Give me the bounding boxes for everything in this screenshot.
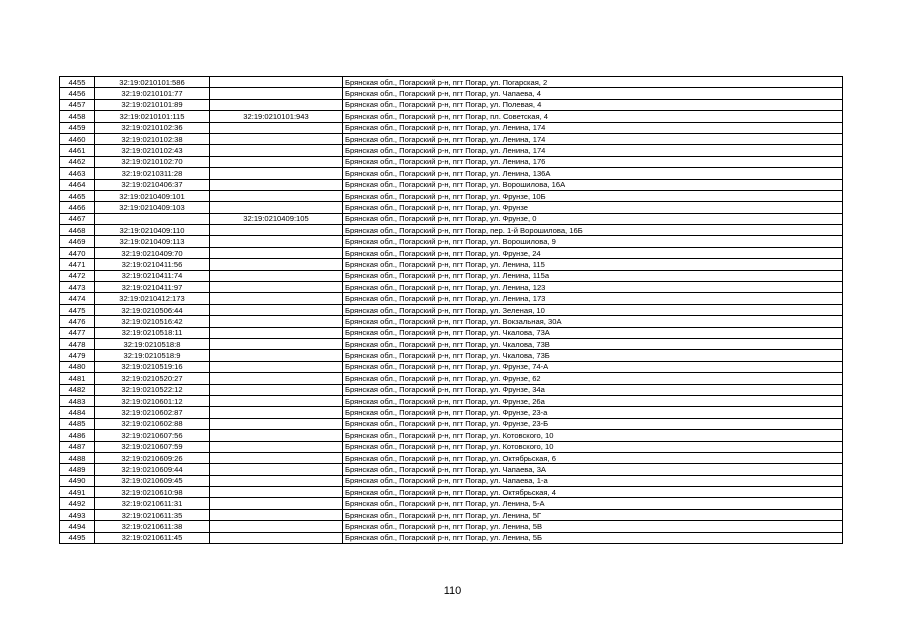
- cadastral-number-cell: 32:19:0210609:44: [95, 464, 210, 475]
- address-cell: Брянская обл., Погарский р-н, пгт Погар, ул. Фрунзе, 10Б: [343, 190, 843, 201]
- linked-cadastral-number-cell: [210, 430, 343, 441]
- row-number-cell: 4470: [60, 247, 95, 258]
- cadastral-number-cell: 32:19:0210611:35: [95, 509, 210, 520]
- row-number-cell: 4487: [60, 441, 95, 452]
- linked-cadastral-number-cell: [210, 282, 343, 293]
- cadastral-number-cell: 32:19:0210611:38: [95, 521, 210, 532]
- table-row: [60, 464, 843, 475]
- cadastral-number-cell: 32:19:0210411:56: [95, 259, 210, 270]
- address-cell: Брянская обл., Погарский р-н, пгт Погар, ул. Чкалова, 73А: [343, 327, 843, 338]
- linked-cadastral-number-cell: [210, 179, 343, 190]
- row-number-cell: 4457: [60, 99, 95, 110]
- cadastral-number-cell: [95, 213, 210, 224]
- table-row: [60, 145, 843, 156]
- linked-cadastral-number-cell: [210, 350, 343, 361]
- address-cell: Брянская обл., Погарский р-н, пгт Погар, ул. Ленина, 174: [343, 133, 843, 144]
- address-cell: Брянская обл., Погарский р-н, пгт Погар, ул. Ворошилова, 16А: [343, 179, 843, 190]
- row-number-cell: 4495: [60, 532, 95, 543]
- cadastral-number-cell: 32:19:0210409:113: [95, 236, 210, 247]
- address-cell: Брянская обл., Погарский р-н, пгт Погар, ул. Ленина, 123: [343, 282, 843, 293]
- linked-cadastral-number-cell: [210, 259, 343, 270]
- row-number-cell: 4480: [60, 361, 95, 372]
- table-row: [60, 373, 843, 384]
- address-cell: Брянская обл., Погарский р-н, пгт Погар, ул. Фрунзе, 23-а: [343, 407, 843, 418]
- row-number-cell: 4489: [60, 464, 95, 475]
- address-cell: Брянская обл., Погарский р-н, пгт Погар, ул. Ленина, 5Г: [343, 509, 843, 520]
- linked-cadastral-number-cell: [210, 487, 343, 498]
- table-row: [60, 316, 843, 327]
- linked-cadastral-number-cell: [210, 498, 343, 509]
- cadastral-number-cell: 32:19:0210602:88: [95, 418, 210, 429]
- cadastral-number-cell: 32:19:0210609:45: [95, 475, 210, 486]
- address-cell: Брянская обл., Погарский р-н, пгт Погар, ул. Фрунзе, 23-Б: [343, 418, 843, 429]
- row-number-cell: 4494: [60, 521, 95, 532]
- row-number-cell: 4479: [60, 350, 95, 361]
- address-cell: Брянская обл., Погарский р-н, пгт Погар, ул. Ленина, 115а: [343, 270, 843, 281]
- cadastral-number-cell: 32:19:0210516:42: [95, 316, 210, 327]
- linked-cadastral-number-cell: [210, 293, 343, 304]
- address-cell: Брянская обл., Погарский р-н, пгт Погар, ул. Октябрьская, 4: [343, 487, 843, 498]
- linked-cadastral-number-cell: [210, 270, 343, 281]
- address-cell: Брянская обл., Погарский р-н, пгт Погар, ул. Чапаева, 1-а: [343, 475, 843, 486]
- row-number-cell: 4471: [60, 259, 95, 270]
- table-row: [60, 88, 843, 99]
- table-row: [60, 384, 843, 395]
- page-number: 110: [443, 585, 462, 597]
- cadastral-number-cell: 32:19:0210609:26: [95, 452, 210, 463]
- cadastral-number-cell: 32:19:0210102:38: [95, 133, 210, 144]
- table-row: [60, 498, 843, 509]
- table-row: [60, 487, 843, 498]
- linked-cadastral-number-cell: [210, 225, 343, 236]
- cadastral-number-cell: 32:19:0210101:89: [95, 99, 210, 110]
- cadastral-number-cell: 32:19:0210409:103: [95, 202, 210, 213]
- cadastral-number-cell: 32:19:0210601:12: [95, 395, 210, 406]
- table-row: [60, 179, 843, 190]
- linked-cadastral-number-cell: [210, 464, 343, 475]
- table-row: [60, 395, 843, 406]
- address-cell: Брянская обл., Погарский р-н, пгт Погар, ул. Ленина, 173: [343, 293, 843, 304]
- address-cell: Брянская обл., Погарский р-н, пгт Погар, ул. Ленина, 115: [343, 259, 843, 270]
- row-number-cell: 4458: [60, 111, 95, 122]
- table-row: [60, 133, 843, 144]
- linked-cadastral-number-cell: [210, 77, 343, 88]
- row-number-cell: 4459: [60, 122, 95, 133]
- address-cell: Брянская обл., Погарский р-н, пгт Погар, ул. Ленина, 5В: [343, 521, 843, 532]
- linked-cadastral-number-cell: [210, 418, 343, 429]
- linked-cadastral-number-cell: [210, 133, 343, 144]
- row-number-cell: 4476: [60, 316, 95, 327]
- linked-cadastral-number-cell: [210, 327, 343, 338]
- row-number-cell: 4460: [60, 133, 95, 144]
- address-cell: Брянская обл., Погарский р-н, пгт Погар, ул. Ленина, 176: [343, 156, 843, 167]
- cadastral-number-cell: 32:19:0210522:12: [95, 384, 210, 395]
- address-cell: Брянская обл., Погарский р-н, пгт Погар, ул. Ленина, 136А: [343, 168, 843, 179]
- address-cell: Брянская обл., Погарский р-н, пгт Погар, ул. Октябрьская, 6: [343, 452, 843, 463]
- row-number-cell: 4475: [60, 304, 95, 315]
- row-number-cell: 4474: [60, 293, 95, 304]
- linked-cadastral-number-cell: [210, 156, 343, 167]
- cadastral-number-cell: 32:19:0210311:28: [95, 168, 210, 179]
- row-number-cell: 4482: [60, 384, 95, 395]
- linked-cadastral-number-cell: [210, 88, 343, 99]
- row-number-cell: 4473: [60, 282, 95, 293]
- linked-cadastral-number-cell: [210, 452, 343, 463]
- table-row: [60, 327, 843, 338]
- cadastral-number-cell: 32:19:0210611:31: [95, 498, 210, 509]
- row-number-cell: 4466: [60, 202, 95, 213]
- address-cell: Брянская обл., Погарский р-н, пгт Погар, ул. Фрунзе: [343, 202, 843, 213]
- address-cell: Брянская обл., Погарский р-н, пгт Погар, ул. Ворошилова, 9: [343, 236, 843, 247]
- table-row: [60, 99, 843, 110]
- address-cell: Брянская обл., Погарский р-н, пгт Погар, ул. Котовского, 10: [343, 441, 843, 452]
- address-cell: Брянская обл., Погарский р-н, пгт Погар, ул. Вокзальная, 30А: [343, 316, 843, 327]
- linked-cadastral-number-cell: [210, 338, 343, 349]
- table-row: [60, 509, 843, 520]
- row-number-cell: 4472: [60, 270, 95, 281]
- address-cell: Брянская обл., Погарский р-н, пгт Погар, ул. Погарская, 2: [343, 77, 843, 88]
- table-row: [60, 475, 843, 486]
- cadastral-number-cell: 32:19:0210611:45: [95, 532, 210, 543]
- table-row: [60, 350, 843, 361]
- row-number-cell: 4462: [60, 156, 95, 167]
- row-number-cell: 4491: [60, 487, 95, 498]
- property-table: [59, 76, 843, 544]
- table-row: [60, 338, 843, 349]
- linked-cadastral-number-cell: [210, 395, 343, 406]
- address-cell: Брянская обл., Погарский р-н, пгт Погар, ул. Ленина, 5-А: [343, 498, 843, 509]
- address-cell: Брянская обл., Погарский р-н, пгт Погар, ул. Ленина, 174: [343, 145, 843, 156]
- row-number-cell: 4483: [60, 395, 95, 406]
- linked-cadastral-number-cell: [210, 373, 343, 384]
- row-number-cell: 4468: [60, 225, 95, 236]
- cadastral-number-cell: 32:19:0210101:115: [95, 111, 210, 122]
- linked-cadastral-number-cell: [210, 532, 343, 543]
- linked-cadastral-number-cell: [210, 475, 343, 486]
- cadastral-number-cell: 32:19:0210610:98: [95, 487, 210, 498]
- cadastral-number-cell: 32:19:0210518:8: [95, 338, 210, 349]
- row-number-cell: 4464: [60, 179, 95, 190]
- cadastral-number-cell: 32:19:0210409:70: [95, 247, 210, 258]
- table-row: [60, 213, 843, 224]
- table-row: [60, 236, 843, 247]
- table-row: [60, 168, 843, 179]
- row-number-cell: 4493: [60, 509, 95, 520]
- cadastral-number-cell: 32:19:0210101:77: [95, 88, 210, 99]
- cadastral-number-cell: 32:19:0210607:56: [95, 430, 210, 441]
- address-cell: Брянская обл., Погарский р-н, пгт Погар, ул. Котовского, 10: [343, 430, 843, 441]
- linked-cadastral-number-cell: [210, 145, 343, 156]
- table-row: [60, 430, 843, 441]
- row-number-cell: 4477: [60, 327, 95, 338]
- address-cell: Брянская обл., Погарский р-н, пгт Погар, ул. Ленина, 174: [343, 122, 843, 133]
- linked-cadastral-number-cell: [210, 122, 343, 133]
- cadastral-number-cell: 32:19:0210518:9: [95, 350, 210, 361]
- cadastral-number-cell: 32:19:0210520:27: [95, 373, 210, 384]
- row-number-cell: 4461: [60, 145, 95, 156]
- row-number-cell: 4467: [60, 213, 95, 224]
- cadastral-number-cell: 32:19:0210411:74: [95, 270, 210, 281]
- address-cell: Брянская обл., Погарский р-н, пгт Погар, ул. Полевая, 4: [343, 99, 843, 110]
- cadastral-number-cell: 32:19:0210602:87: [95, 407, 210, 418]
- row-number-cell: 4463: [60, 168, 95, 179]
- address-cell: Брянская обл., Погарский р-н, пгт Погар, ул. Фрунзе, 62: [343, 373, 843, 384]
- table-row: [60, 190, 843, 201]
- cadastral-number-cell: 32:19:0210409:101: [95, 190, 210, 201]
- linked-cadastral-number-cell: [210, 384, 343, 395]
- row-number-cell: 4465: [60, 190, 95, 201]
- table-row: [60, 156, 843, 167]
- linked-cadastral-number-cell: [210, 441, 343, 452]
- row-number-cell: 4488: [60, 452, 95, 463]
- cadastral-number-cell: 32:19:0210406:37: [95, 179, 210, 190]
- table-row: [60, 225, 843, 236]
- cadastral-number-cell: 32:19:0210412:173: [95, 293, 210, 304]
- row-number-cell: 4486: [60, 430, 95, 441]
- address-cell: Брянская обл., Погарский р-н, пгт Погар, ул. Чкалова, 73В: [343, 338, 843, 349]
- row-number-cell: 4481: [60, 373, 95, 384]
- linked-cadastral-number-cell: [210, 99, 343, 110]
- table-row: [60, 247, 843, 258]
- table-body: [60, 77, 843, 544]
- address-cell: Брянская обл., Погарский р-н, пгт Погар, ул. Ленина, 5Б: [343, 532, 843, 543]
- table-row: [60, 77, 843, 88]
- cadastral-number-cell: 32:19:0210101:586: [95, 77, 210, 88]
- cadastral-number-cell: 32:19:0210409:110: [95, 225, 210, 236]
- linked-cadastral-number-cell: [210, 168, 343, 179]
- table-row: [60, 407, 843, 418]
- linked-cadastral-number-cell: [210, 202, 343, 213]
- row-number-cell: 4469: [60, 236, 95, 247]
- table-row: [60, 259, 843, 270]
- table-row: [60, 270, 843, 281]
- address-cell: Брянская обл., Погарский р-н, пгт Погар, ул. Чкалова, 73Б: [343, 350, 843, 361]
- row-number-cell: 4478: [60, 338, 95, 349]
- linked-cadastral-number-cell: [210, 190, 343, 201]
- linked-cadastral-number-cell: 32:19:0210409:105: [210, 213, 343, 224]
- table-row: [60, 122, 843, 133]
- row-number-cell: 4485: [60, 418, 95, 429]
- linked-cadastral-number-cell: [210, 247, 343, 258]
- linked-cadastral-number-cell: [210, 407, 343, 418]
- address-cell: Брянская обл., Погарский р-н, пгт Погар, ул. Фрунзе, 34а: [343, 384, 843, 395]
- address-cell: Брянская обл., Погарский р-н, пгт Погар, пл. Советская, 4: [343, 111, 843, 122]
- table-row: [60, 441, 843, 452]
- table-row: [60, 361, 843, 372]
- row-number-cell: 4492: [60, 498, 95, 509]
- linked-cadastral-number-cell: [210, 316, 343, 327]
- address-cell: Брянская обл., Погарский р-н, пгт Погар, ул. Фрунзе, 24: [343, 247, 843, 258]
- address-cell: Брянская обл., Погарский р-н, пгт Погар, ул. Фрунзе, 26а: [343, 395, 843, 406]
- cadastral-number-cell: 32:19:0210102:70: [95, 156, 210, 167]
- table-row: [60, 452, 843, 463]
- row-number-cell: 4490: [60, 475, 95, 486]
- table-row: [60, 418, 843, 429]
- table-row: [60, 282, 843, 293]
- address-cell: Брянская обл., Погарский р-н, пгт Погар, ул. Чапаева, 3А: [343, 464, 843, 475]
- cadastral-number-cell: 32:19:0210411:97: [95, 282, 210, 293]
- linked-cadastral-number-cell: [210, 236, 343, 247]
- cadastral-number-cell: 32:19:0210102:43: [95, 145, 210, 156]
- cadastral-number-cell: 32:19:0210607:59: [95, 441, 210, 452]
- linked-cadastral-number-cell: [210, 304, 343, 315]
- row-number-cell: 4455: [60, 77, 95, 88]
- cadastral-number-cell: 32:19:0210519:16: [95, 361, 210, 372]
- linked-cadastral-number-cell: 32:19:0210101:943: [210, 111, 343, 122]
- table-row: [60, 532, 843, 543]
- cadastral-number-cell: 32:19:0210102:36: [95, 122, 210, 133]
- address-cell: Брянская обл., Погарский р-н, пгт Погар, пер. 1-й Ворошилова, 16Б: [343, 225, 843, 236]
- cadastral-number-cell: 32:19:0210518:11: [95, 327, 210, 338]
- table-row: [60, 293, 843, 304]
- linked-cadastral-number-cell: [210, 361, 343, 372]
- table-row: [60, 111, 843, 122]
- table-row: [60, 521, 843, 532]
- row-number-cell: 4484: [60, 407, 95, 418]
- address-cell: Брянская обл., Погарский р-н, пгт Погар, ул. Чапаева, 4: [343, 88, 843, 99]
- row-number-cell: 4456: [60, 88, 95, 99]
- address-cell: Брянская обл., Погарский р-н, пгт Погар, ул. Фрунзе, 0: [343, 213, 843, 224]
- table-row: [60, 304, 843, 315]
- linked-cadastral-number-cell: [210, 509, 343, 520]
- cadastral-number-cell: 32:19:0210506:44: [95, 304, 210, 315]
- linked-cadastral-number-cell: [210, 521, 343, 532]
- address-cell: Брянская обл., Погарский р-н, пгт Погар, ул. Зеленая, 10: [343, 304, 843, 315]
- table-row: [60, 202, 843, 213]
- address-cell: Брянская обл., Погарский р-н, пгт Погар, ул. Фрунзе, 74-А: [343, 361, 843, 372]
